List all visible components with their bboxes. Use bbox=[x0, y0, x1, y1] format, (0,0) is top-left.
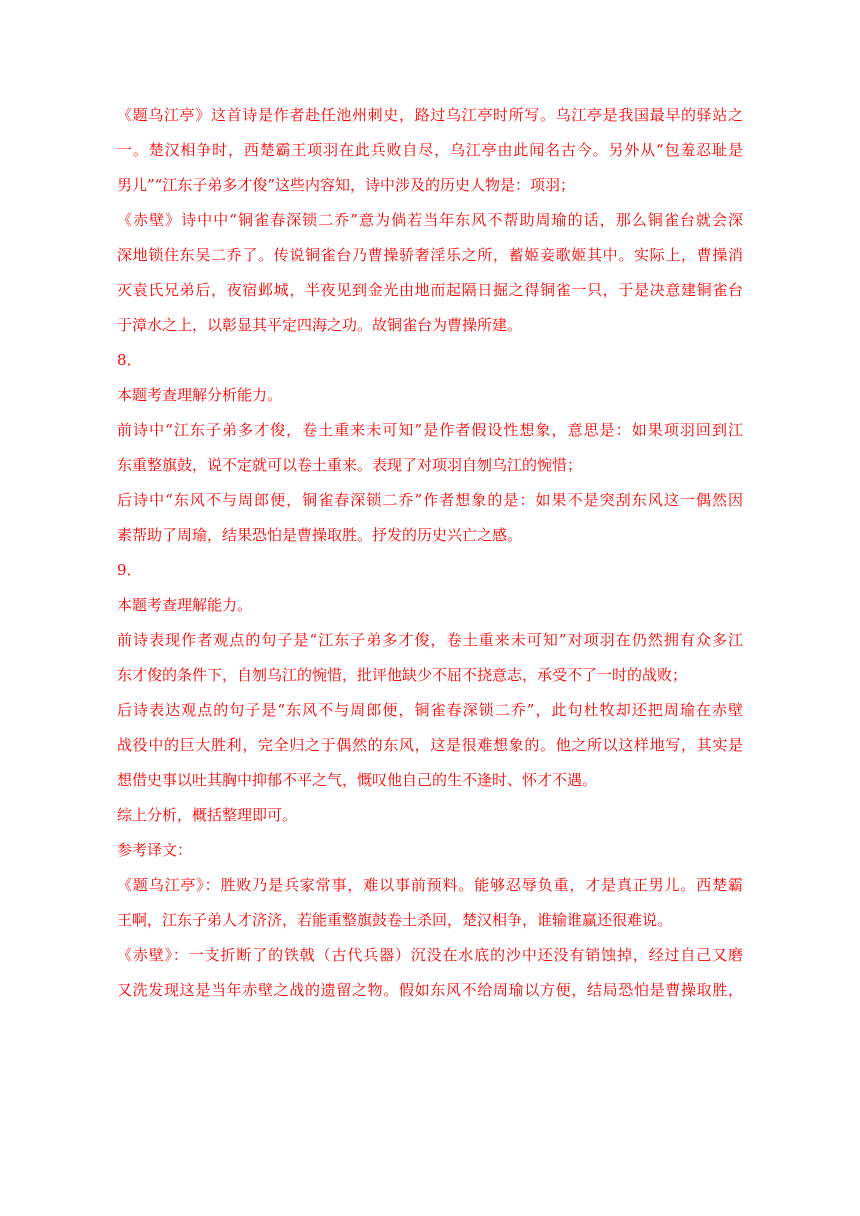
text-line: 深地锁住东吴二乔了。传说铜雀台乃曹操骄奢淫乐之所，蓄姬妾歌姬其中。实际上，曹操消 bbox=[117, 246, 743, 264]
text-line: 王啊，江东子弟人才济济，若能重整旗鼓卷土杀回，楚汉相争，谁输谁赢还很难说。 bbox=[117, 911, 673, 929]
text-line: 一。楚汉相争时，西楚霸王项羽在此兵败自尽，乌江亭由此闻名古今。另外从“包羞忍耻是 bbox=[117, 141, 743, 159]
answer-text-body bbox=[117, 98, 743, 1008]
text-line: 《题乌江亭》这首诗是作者赴任池州刺史，路过乌江亭时所写。乌江亭是我国最早的驿站之 bbox=[117, 106, 743, 124]
text-line: 《赤壁》：一支折断了的铁戟（古代兵器）沉没在水底的沙中还没有销蚀掉，经过自己又磨 bbox=[117, 946, 743, 964]
text-line: 又洗发现这是当年赤壁之战的遗留之物。假如东风不给周瑜以方便，结局恐怕是曹操取胜， bbox=[117, 981, 743, 999]
text-line: 综上分析，概括整理即可。 bbox=[117, 806, 298, 824]
text-line: 于漳水之上，以彰显其平定四海之功。故铜雀台为曹操所建。 bbox=[117, 316, 523, 334]
text-line: 后诗中“东风不与周郎便，铜雀春深锁二乔”作者想象的是：如果不是突刮东风这一偶然因 bbox=[117, 491, 743, 509]
text-line: 后诗表达观点的句子是“东风不与周郎便，铜雀春深锁二乔”，此句杜牧却还把周瑜在赤壁 bbox=[117, 701, 743, 719]
text-line: 前诗中“江东子弟多才俊，卷土重来未可知”是作者假设性想象，意思是：如果项羽回到江 bbox=[117, 421, 743, 439]
text-line: 男儿”“江东子弟多才俊”这些内容知，诗中涉及的历史人物是：项羽； bbox=[117, 176, 576, 194]
text-line: 参考译文： bbox=[117, 841, 193, 859]
text-line: 9． bbox=[117, 561, 142, 579]
text-line: 想借史事以吐其胸中抑郁不平之气，慨叹他自己的生不逢时、怀才不遇。 bbox=[117, 771, 598, 789]
text-line: 8． bbox=[117, 351, 142, 369]
text-line: 前诗表现作者观点的句子是“江东子弟多才俊，卷土重来未可知”对项羽在仍然拥有众多江 bbox=[117, 631, 743, 649]
text-line: 素帮助了周瑜，结果恐怕是曹操取胜。抒发的历史兴亡之感。 bbox=[117, 526, 523, 544]
text-line: 东重整旗鼓，说不定就可以卷土重来。表现了对项羽自刎乌江的惋惜； bbox=[117, 456, 583, 474]
text-line: 本题考查理解分析能力。 bbox=[117, 386, 283, 404]
text-line: 本题考查理解能力。 bbox=[117, 596, 253, 614]
text-line: 《题乌江亭》：胜败乃是兵家常事，难以事前预料。能够忍辱负重，才是真正男儿。西楚霸 bbox=[117, 876, 743, 894]
text-line: 东才俊的条件下，自刎乌江的惋惜，批评他缺少不屈不挠意志，承受不了一时的战败； bbox=[117, 666, 688, 684]
text-line: 战役中的巨大胜利，完全归之于偶然的东风，这是很难想象的。他之所以这样地写，其实是 bbox=[117, 736, 743, 754]
text-line: 《赤壁》诗中中“铜雀春深锁二乔”意为倘若当年东风不帮助周瑜的话，那么铜雀台就会深 bbox=[117, 211, 743, 229]
text-line: 灭袁氏兄弟后，夜宿邺城，半夜见到金光由地而起隔日掘之得铜雀一只，于是决意建铜雀台 bbox=[117, 281, 743, 299]
